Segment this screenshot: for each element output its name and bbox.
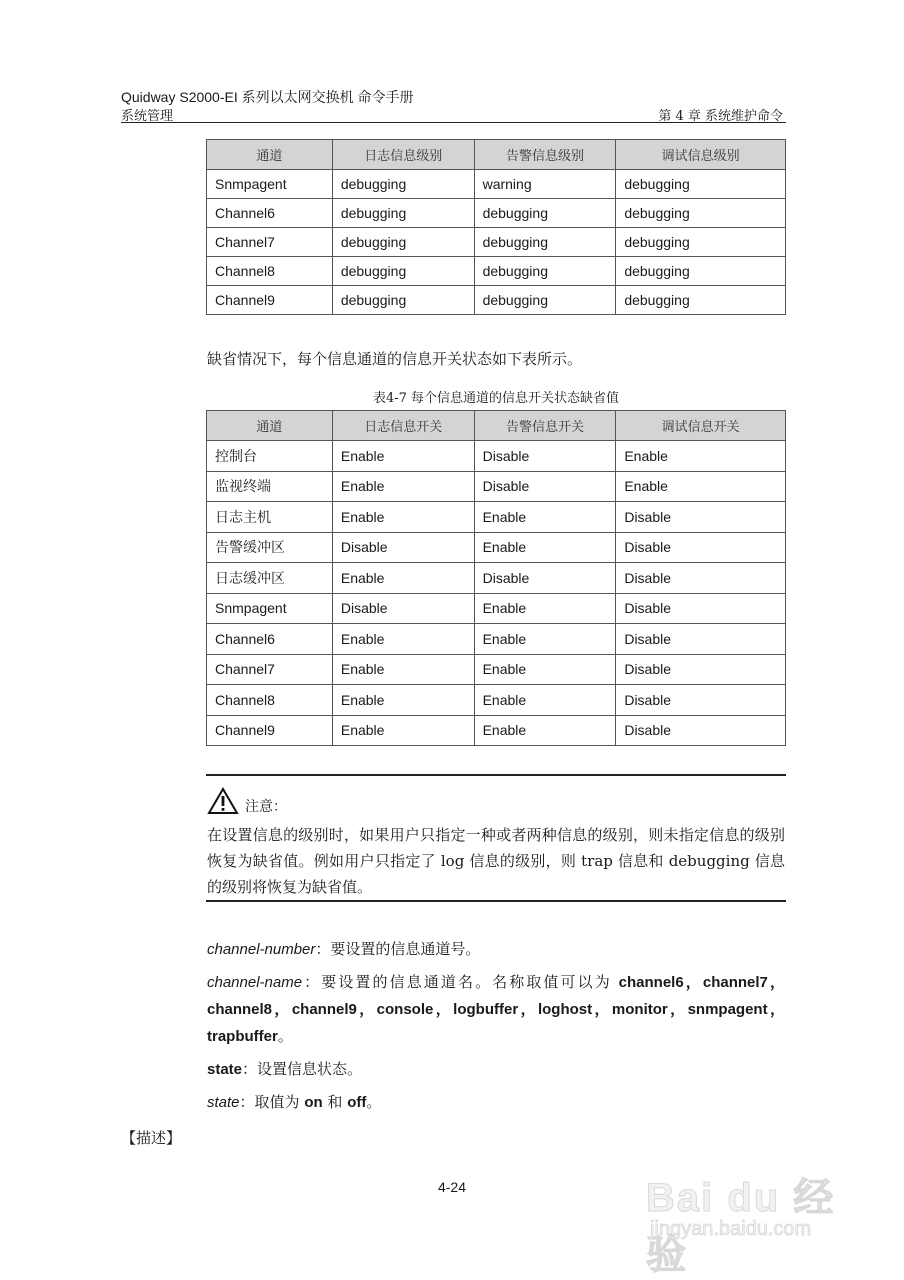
table-cell: Enable bbox=[474, 593, 616, 624]
table-cell: Channel6 bbox=[207, 199, 333, 228]
table-cell: Channel8 bbox=[207, 685, 333, 716]
table-row bbox=[207, 715, 786, 746]
table-row bbox=[207, 563, 786, 594]
param-channel-name: channel-name：要设置的信息通道名。名称取值可以为 channel6，channel7，channel8，channel9，console，logbuffer，loghost，monitor，snmpagent，trapbuffer。 bbox=[207, 973, 785, 1045]
table-cell: 日志主机 bbox=[207, 502, 333, 533]
table-row bbox=[207, 532, 786, 563]
table-cell: Disable bbox=[616, 532, 786, 563]
table-cell: Enable bbox=[332, 563, 474, 594]
watermark-brand: Bai du 经验 bbox=[646, 1176, 836, 1277]
table-cell: debugging bbox=[474, 286, 616, 315]
table-cell: Enable bbox=[474, 685, 616, 716]
table-row bbox=[207, 286, 786, 315]
channel-switch-table bbox=[206, 410, 786, 746]
table-cell: Disable bbox=[474, 471, 616, 502]
table-cell: Snmpagent bbox=[207, 593, 333, 624]
table-cell: 控制台 bbox=[207, 441, 333, 472]
table-row bbox=[207, 502, 786, 533]
column-header: 告警信息级别 bbox=[474, 140, 616, 170]
page-header-chapter: 第 4 章 系统维护命令 bbox=[658, 109, 783, 124]
table-cell: Enable bbox=[332, 654, 474, 685]
table-cell: Enable bbox=[616, 471, 786, 502]
table-cell: Channel7 bbox=[207, 654, 333, 685]
param-state-keyword: state：设置信息状态。 bbox=[207, 1060, 363, 1078]
table-header-row bbox=[207, 140, 786, 170]
table-header-row bbox=[207, 411, 786, 441]
table-cell: debugging bbox=[474, 228, 616, 257]
baidu-watermark bbox=[640, 1148, 870, 1277]
table-cell: debugging bbox=[616, 228, 786, 257]
table-cell: Disable bbox=[616, 685, 786, 716]
page-header-title: Quidway S2000-EI 系列以太网交换机 命令手册 bbox=[121, 89, 414, 105]
header-rule bbox=[121, 122, 786, 123]
column-header: 调试信息级别 bbox=[616, 140, 786, 170]
table-cell: Disable bbox=[616, 624, 786, 655]
page-header-section: 系统管理 bbox=[121, 109, 174, 124]
table-cell: Disable bbox=[332, 532, 474, 563]
page-number: 4-24 bbox=[437, 1179, 467, 1195]
table-cell: debugging bbox=[616, 199, 786, 228]
table-cell: debugging bbox=[616, 257, 786, 286]
watermark-url: jingyan.baidu.com bbox=[650, 1218, 812, 1240]
column-header: 通道 bbox=[207, 411, 333, 441]
table-row bbox=[207, 257, 786, 286]
channel-level-table bbox=[206, 139, 786, 315]
table-row bbox=[207, 471, 786, 502]
table-row bbox=[207, 170, 786, 199]
table-cell: Enable bbox=[474, 624, 616, 655]
column-header: 告警信息开关 bbox=[474, 411, 616, 441]
table-row bbox=[207, 624, 786, 655]
table-cell: Channel6 bbox=[207, 624, 333, 655]
table-cell: Enable bbox=[332, 471, 474, 502]
table-cell: debugging bbox=[332, 286, 474, 315]
table-cell: Disable bbox=[616, 715, 786, 746]
intro-paragraph: 缺省情况下，每个信息通道的信息开关状态如下表所示。 bbox=[207, 350, 583, 368]
table-caption: 表4-7 每个信息通道的信息开关状态缺省值 bbox=[372, 391, 620, 406]
param-state-value: state：取值为 on 和 off。 bbox=[207, 1093, 382, 1111]
parameter-list bbox=[207, 936, 785, 1122]
table-cell: Channel9 bbox=[207, 286, 333, 315]
table-cell: Disable bbox=[616, 563, 786, 594]
warning-triangle-icon bbox=[207, 787, 239, 818]
table-cell: Snmpagent bbox=[207, 170, 333, 199]
table-row bbox=[207, 654, 786, 685]
section-heading-description: 【描述】 bbox=[121, 1129, 182, 1147]
table-cell: debugging bbox=[332, 199, 474, 228]
column-header: 日志信息级别 bbox=[332, 140, 474, 170]
table-cell: Channel8 bbox=[207, 257, 333, 286]
table-cell: 监视终端 bbox=[207, 471, 333, 502]
table-cell: warning bbox=[474, 170, 616, 199]
note-body: 在设置信息的级别时，如果用户只指定一种或者两种信息的级别，则未指定信息的级别恢复为缺省值。例如用户只指定了 log 信息的级别，则 trap 信息和 debugging 信息的级别将恢复为缺省值。 bbox=[207, 826, 785, 896]
column-header: 日志信息开关 bbox=[332, 411, 474, 441]
table-cell: Disable bbox=[616, 654, 786, 685]
table-row bbox=[207, 441, 786, 472]
table-cell: debugging bbox=[474, 257, 616, 286]
table-cell: Enable bbox=[474, 715, 616, 746]
table-cell: Disable bbox=[332, 593, 474, 624]
table-cell: 日志缓冲区 bbox=[207, 563, 333, 594]
table-cell: 告警缓冲区 bbox=[207, 532, 333, 563]
table-cell: Channel9 bbox=[207, 715, 333, 746]
table-cell: debugging bbox=[332, 228, 474, 257]
table-cell: Enable bbox=[332, 441, 474, 472]
table-cell: Enable bbox=[474, 654, 616, 685]
table-cell: Disable bbox=[474, 563, 616, 594]
column-header: 通道 bbox=[207, 140, 333, 170]
table-row bbox=[207, 199, 786, 228]
table-cell: Enable bbox=[616, 441, 786, 472]
param-channel-number: channel-number：要设置的信息通道号。 bbox=[207, 940, 481, 958]
table-cell: debugging bbox=[332, 170, 474, 199]
table-row bbox=[207, 685, 786, 716]
table-cell: Enable bbox=[332, 502, 474, 533]
table-cell: Enable bbox=[474, 502, 616, 533]
column-header: 调试信息开关 bbox=[616, 411, 786, 441]
table-cell: debugging bbox=[332, 257, 474, 286]
note-label: 注意： bbox=[245, 799, 287, 815]
note-top-rule bbox=[206, 774, 786, 776]
table-cell: debugging bbox=[616, 170, 786, 199]
table-cell: Enable bbox=[332, 624, 474, 655]
table-row bbox=[207, 593, 786, 624]
table-cell: Disable bbox=[474, 441, 616, 472]
table-row bbox=[207, 228, 786, 257]
table-cell: debugging bbox=[474, 199, 616, 228]
table-cell: Channel7 bbox=[207, 228, 333, 257]
table-cell: Disable bbox=[616, 593, 786, 624]
table-cell: Enable bbox=[332, 685, 474, 716]
table-cell: Enable bbox=[474, 532, 616, 563]
note-heading bbox=[207, 787, 287, 818]
table-cell: debugging bbox=[616, 286, 786, 315]
note-bottom-rule bbox=[206, 900, 786, 902]
table-cell: Enable bbox=[332, 715, 474, 746]
table-cell: Disable bbox=[616, 502, 786, 533]
